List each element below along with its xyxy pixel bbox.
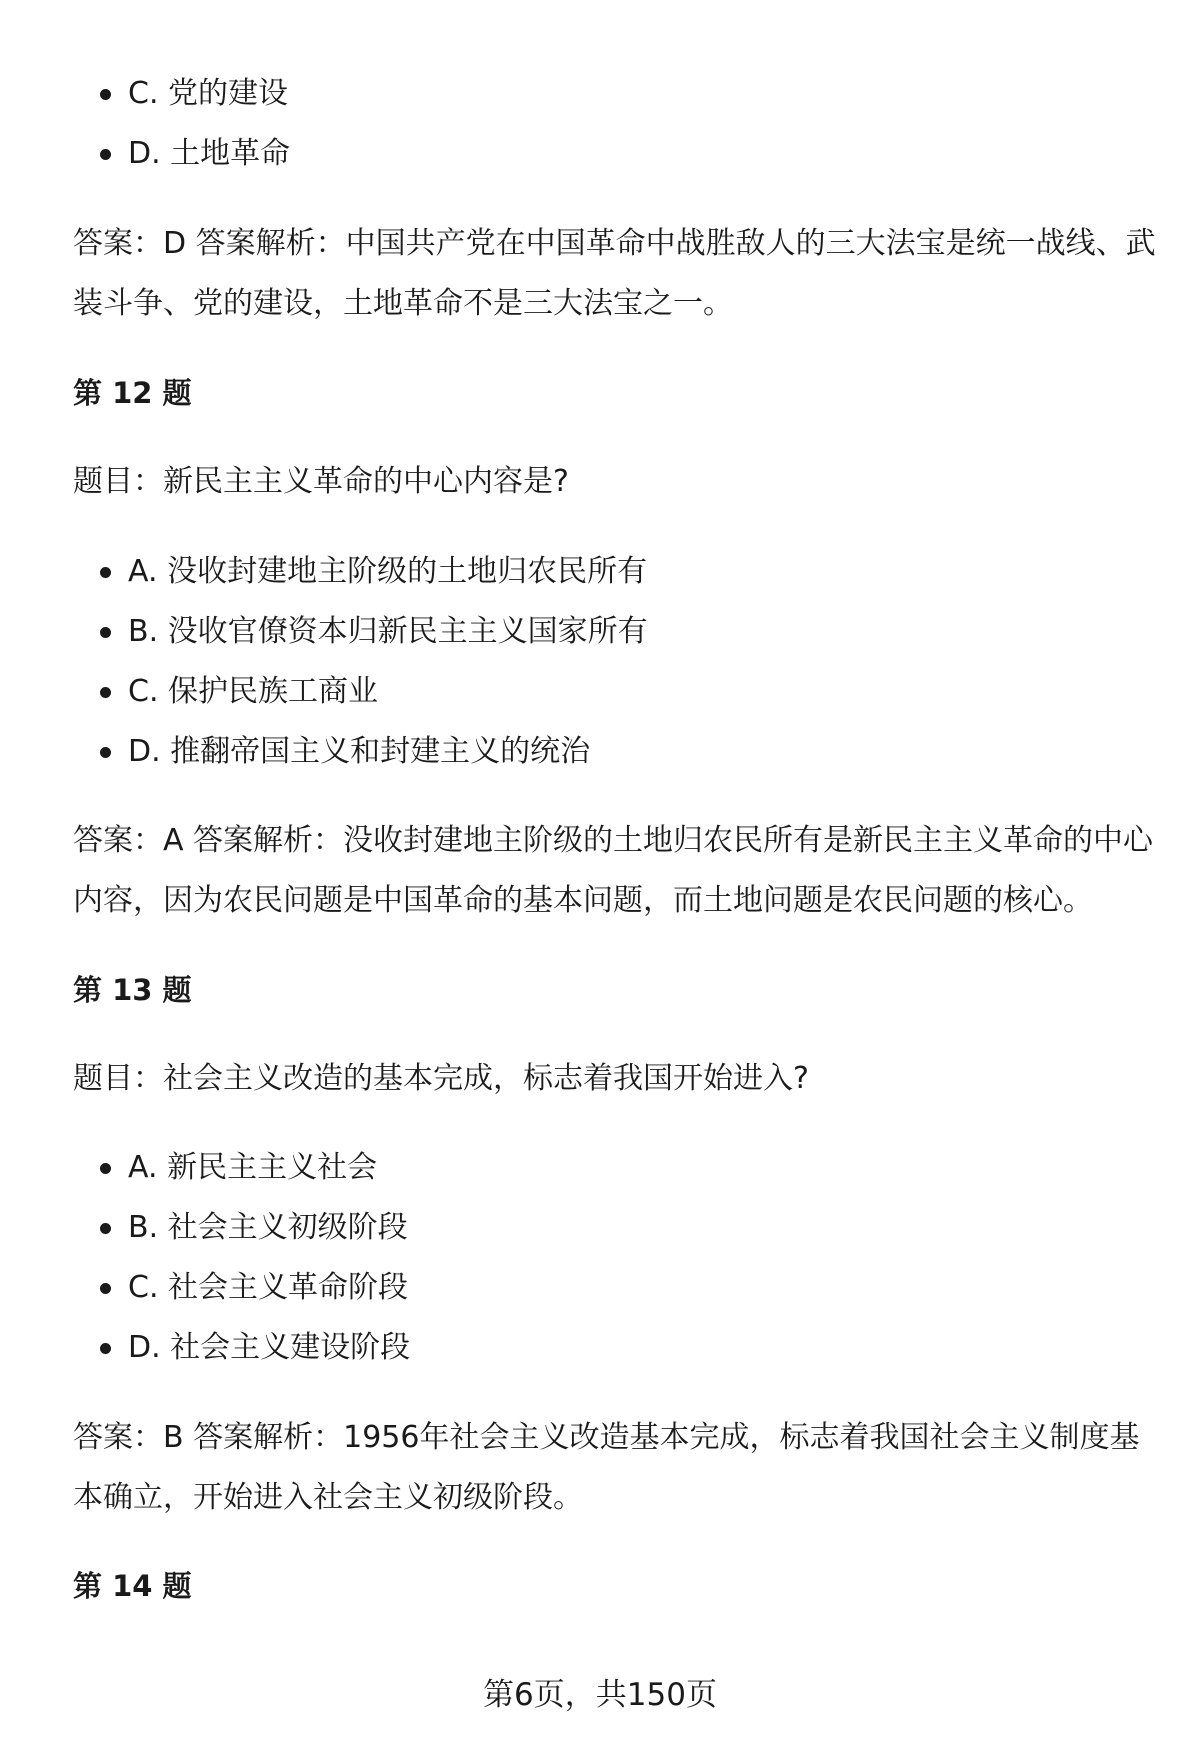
option-text: D. 推翻帝国主义和封建主义的统治: [128, 734, 591, 769]
question-12-text-block: [73, 462, 1158, 502]
option-text: B. 社会主义初级阶段: [128, 1210, 408, 1245]
question-14-heading-block: [73, 1566, 1158, 1606]
bullet-icon: [100, 1163, 111, 1174]
question-12-heading-block: [73, 373, 1158, 413]
option-text: A. 没收封建地主阶级的土地归农民所有: [128, 554, 648, 589]
answer-text: 答案：D 答案解析：中国共产党在中国革命中战胜敌人的三大法宝是统一战线、武装斗争、党的建设，土地革命不是三大法宝之一。: [73, 226, 1156, 321]
option-text: C. 社会主义革命阶段: [128, 1270, 409, 1305]
option-text: D. 社会主义建设阶段: [128, 1330, 411, 1365]
bullet-icon: [100, 747, 111, 758]
bullet-icon: [100, 1223, 111, 1234]
option-item: [73, 722, 1158, 782]
option-item: [73, 124, 1158, 184]
option-item: [73, 542, 1158, 602]
question-12-answer-block: [73, 811, 1158, 931]
question-13-heading-block: [73, 970, 1158, 1010]
option-text: C. 保护民族工商业: [128, 674, 379, 709]
option-item: [73, 64, 1158, 124]
option-item: [73, 1198, 1158, 1258]
question-13-options: [73, 1138, 1158, 1378]
option-item: [73, 1138, 1158, 1198]
question-text: 题目：新民主主义革命的中心内容是?: [73, 464, 569, 499]
question-12-options: [73, 542, 1158, 782]
question-heading: 第 12 题: [73, 376, 192, 410]
page-number-footer: 第6页，共150页: [483, 1677, 717, 1713]
bullet-icon: [100, 1343, 111, 1354]
option-item: [73, 1258, 1158, 1318]
option-text: A. 新民主主义社会: [128, 1150, 378, 1185]
option-item: [73, 602, 1158, 662]
option-item: [73, 1318, 1158, 1378]
question-heading: 第 14 题: [73, 1569, 192, 1603]
bullet-icon: [100, 627, 111, 638]
answer-text: 答案：B 答案解析：1956年社会主义改造基本完成，标志着我国社会主义制度基本确立，开始进入社会主义初级阶段。: [73, 1420, 1140, 1515]
prev-question-options: [73, 64, 1158, 184]
question-13-answer-block: [73, 1408, 1158, 1528]
option-text: C. 党的建设: [128, 76, 289, 111]
bullet-icon: [100, 149, 111, 160]
prev-question-answer-block: [73, 214, 1158, 334]
bullet-icon: [100, 1283, 111, 1294]
option-item: [73, 662, 1158, 722]
bullet-icon: [100, 687, 111, 698]
bullet-icon: [100, 89, 111, 100]
option-text: B. 没收官僚资本归新民主主义国家所有: [128, 614, 648, 649]
answer-text: 答案：A 答案解析：没收封建地主阶级的土地归农民所有是新民主主义革命的中心内容，因为农民问题是中国革命的基本问题，而土地问题是农民问题的核心。: [73, 823, 1154, 918]
bullet-icon: [100, 567, 111, 578]
option-text: D. 土地革命: [128, 136, 291, 171]
question-heading: 第 13 题: [73, 973, 192, 1007]
question-13-text-block: [73, 1059, 1158, 1099]
question-text: 题目：社会主义改造的基本完成，标志着我国开始进入?: [73, 1061, 809, 1096]
